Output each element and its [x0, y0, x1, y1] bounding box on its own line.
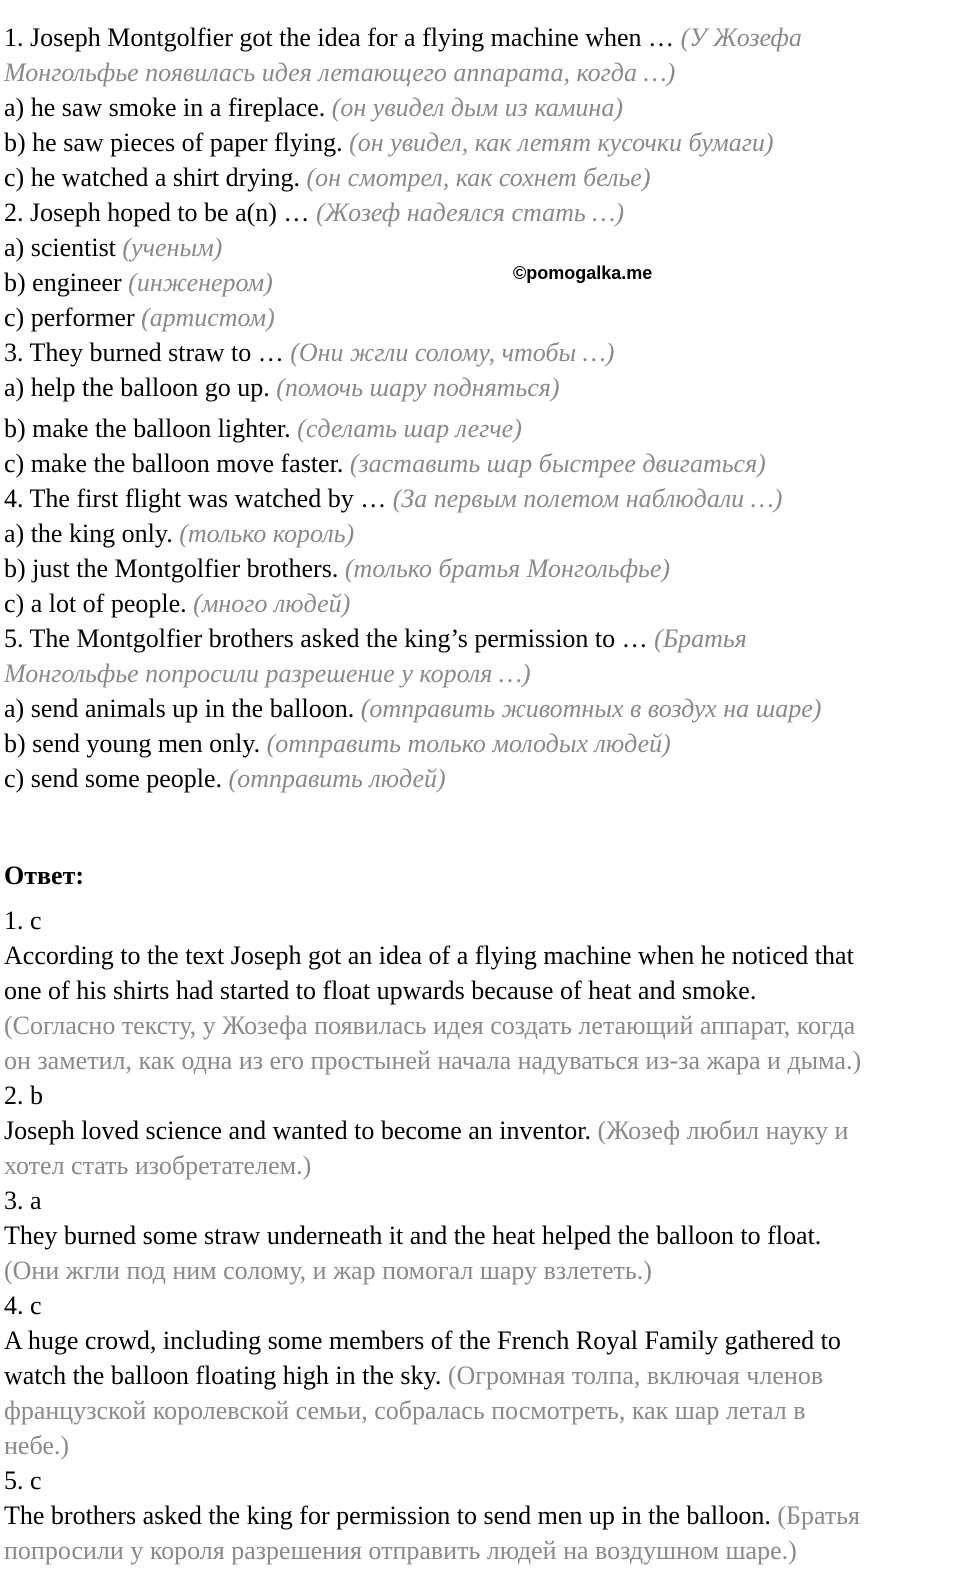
question-1: 1. Joseph Montgolfier got the idea for a flying machine when … (У Жозефа: [4, 23, 802, 52]
question-4: 4. The first flight was watched by … (За первым полетом наблюдали …): [4, 484, 783, 513]
answer-5-line: The brothers asked the king for permission to send men up in the balloon. (Братья: [4, 1501, 860, 1530]
answer-1-translation: он заметил, как одна из его простыней начала надуваться из-за жара и дыма.): [4, 1046, 862, 1075]
option-3c: c) make the balloon move faster. (заставить шар быстрее двигаться): [4, 449, 766, 478]
option-1b: b) he saw pieces of paper flying. (он увидел, как летят кусочки бумаги): [4, 128, 774, 157]
option-4c: c) a lot of people. (много людей): [4, 589, 351, 618]
option-5c: c) send some people. (отправить людей): [4, 764, 446, 793]
answer-1-translation: (Согласно тексту, у Жозефа появилась идея создать летающий аппарат, когда: [4, 1011, 856, 1040]
option-2c: c) performer (артистом): [4, 303, 275, 332]
question-3: 3. They burned straw to … (Они жгли солому, чтобы …): [4, 338, 615, 367]
question-2: 2. Joseph hoped to be a(n) … (Жозеф надеялся стать …): [4, 198, 625, 227]
option-3b: b) make the balloon lighter. (сделать шар легче): [4, 414, 522, 443]
answer-2-translation: хотел стать изобретателем.): [4, 1151, 312, 1180]
question-5: 5. The Montgolfier brothers asked the king’s permission to … (Братья: [4, 624, 747, 653]
answer-4-line: watch the balloon floating high in the sky. (Огромная толпа, включая членов: [4, 1361, 824, 1390]
option-1c: c) he watched a shirt drying. (он смотрел, как сохнет белье): [4, 163, 651, 192]
option-2a: a) scientist (ученым): [4, 233, 223, 262]
answer-1-line: one of his shirts had started to float upwards because of heat and smoke.: [4, 976, 757, 1005]
answer-4-line: A huge crowd, including some members of the French Royal Family gathered to: [4, 1326, 841, 1355]
option-1a: a) he saw smoke in a fireplace. (он увидел дым из камина): [4, 93, 623, 122]
answer-5-number: 5. c: [4, 1466, 42, 1495]
option-5b: b) send young men only. (отправить только молодых людей): [4, 729, 671, 758]
option-5a: a) send animals up in the balloon. (отправить животных в воздух на шаре): [4, 694, 822, 723]
answer-3-line: They burned some straw underneath it and the heat helped the balloon to float.: [4, 1221, 822, 1250]
watermark: ©pomogalka.me: [513, 263, 653, 283]
option-2b: b) engineer (инженером): [4, 268, 273, 297]
answer-4-translation: небе.): [4, 1431, 70, 1460]
answer-1-line: According to the text Joseph got an idea of a flying machine when he noticed that: [4, 941, 854, 970]
answer-3-number: 3. a: [4, 1186, 42, 1215]
question-5-translation: Монгольфье попросили разрешение у короля …): [4, 659, 531, 688]
answer-4-number: 4. c: [4, 1291, 42, 1320]
answer-2-number: 2. b: [4, 1081, 43, 1110]
answer-2-line: Joseph loved science and wanted to become an inventor. (Жозеф любил науку и: [4, 1116, 849, 1145]
answer-4-translation: французской королевской семьи, собралась посмотреть, как шар летал в: [4, 1396, 806, 1425]
question-1-translation: Монгольфье появилась идея летающего аппарата, когда …): [4, 58, 676, 87]
option-3a: a) help the balloon go up. (помочь шару подняться): [4, 373, 560, 402]
answer-heading: Ответ:: [4, 861, 85, 890]
answer-5-translation: попросили у короля разрешения отправить людей на воздушном шаре.): [4, 1536, 797, 1565]
option-4a: a) the king only. (только король): [4, 519, 355, 548]
answer-3-translation: (Они жгли под ним солому, и жар помогал шару взлететь.): [4, 1256, 652, 1285]
option-4b: b) just the Montgolfier brothers. (только братья Монгольфье): [4, 554, 671, 583]
answer-1-number: 1. c: [4, 906, 42, 935]
